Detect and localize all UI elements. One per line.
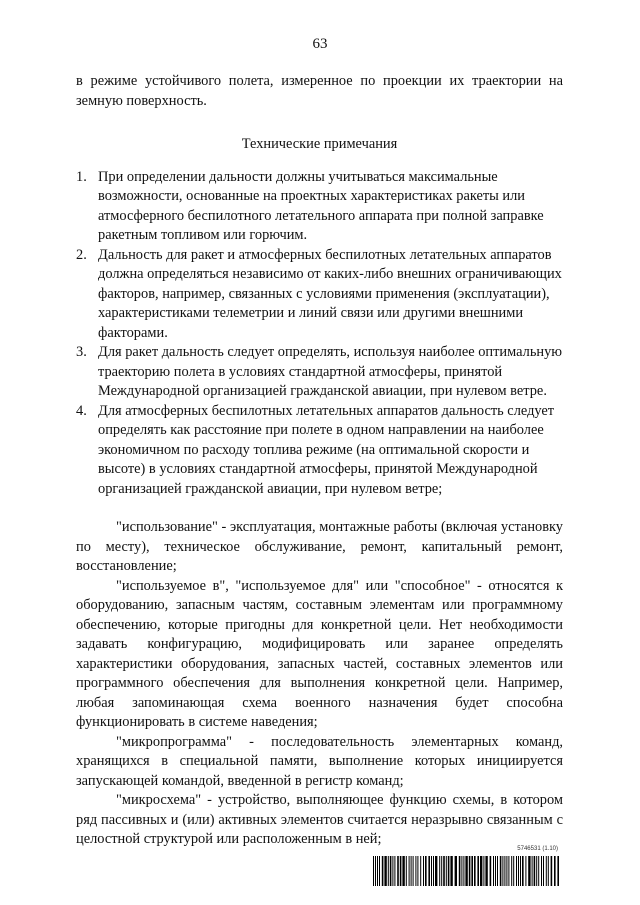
list-item-number: 4.: [76, 402, 87, 419]
list-item-text: Для атмосферных беспилотных летательных аппаратов дальность следует определять как расстояние при полете в одном направлении на наиболее экономичном по расходу топлива режиме (на оптимальной скорости и высоте) в условиях стандартной атмосферы, принятой Международной организацией гражданской авиации, при нулевом ветре;: [98, 402, 555, 497]
definition-paragraph: "использование" - эксплуатация, монтажные работы (включая установку по месту), техническое обслуживание, ремонт, капитальный ремонт, восстановление;: [76, 519, 563, 574]
document-body: [76, 72, 563, 850]
intro-paragraph: в режиме устойчивого полета, измеренное по проекции их траектории на земную поверхность.: [76, 73, 563, 109]
list-item-text: Дальность для ракет и атмосферных беспилотных летательных аппаратов должна определяться независимо от каких-либо внешних ограничивающих факторов, например, связанных с условиями применения (эксплуатации), характеристиками телеметрии и линий связи или другими внешними факторами.: [98, 246, 562, 341]
list-item: [76, 343, 563, 402]
barcode-icon: [372, 856, 562, 886]
list-item-text: При определении дальности должны учитываться максимальные возможности, основанные на проектных характеристиках ракеты или атмосферного беспилотного летательного аппарата при полной заправке ракетным топливом или горючим.: [98, 168, 544, 243]
definitions-section: [76, 518, 563, 850]
list-item-number: 1.: [76, 168, 87, 185]
list-item-number: 3.: [76, 344, 87, 360]
page-number: 63: [312, 36, 328, 52]
definition-paragraph: "используемое в", "используемое для" или "способное" - относятся к оборудованию, запасным частям, составным элементам или программному обеспечению, которые пригодны для конкретной цели. Нет необходимости задавать конфигурацию, модифицировать или заранее определять характеристики оборудования, запасных частей, составных элементов или программного обеспечения для выполнения конкретной цели. Например, любая запоминающая схема военного назначения будет способна функционировать в системе наведения;: [76, 577, 563, 730]
list-item: [76, 402, 563, 500]
barcode-caption: 5746531 (1.10): [517, 846, 558, 852]
technical-notes-list: [76, 168, 563, 500]
list-item-number: 2.: [76, 246, 87, 263]
section-heading: Технические примечания: [241, 136, 398, 152]
list-item: [76, 168, 563, 246]
definition-paragraph: "микропрограмма" - последовательность элементарных команд, хранящихся в специальной памяти, выполнение которых инициируется запускающей командой, введенной в регистр команд;: [76, 733, 563, 789]
definition-paragraph: "микросхема" - устройство, выполняющее функцию схемы, в котором ряд пассивных и (или) активных элементов считается неразрывно связанным с целостной структурой или расположенным в ней;: [76, 792, 563, 847]
list-item-text: Для ракет дальность следует определять, используя наиболее оптимальную траекторию полета в условиях стандартной атмосферы, принятой Международной организацией гражданской авиации, при нулевом ветре.: [98, 344, 563, 399]
barcode-block: [372, 846, 564, 888]
list-item: [76, 246, 563, 344]
